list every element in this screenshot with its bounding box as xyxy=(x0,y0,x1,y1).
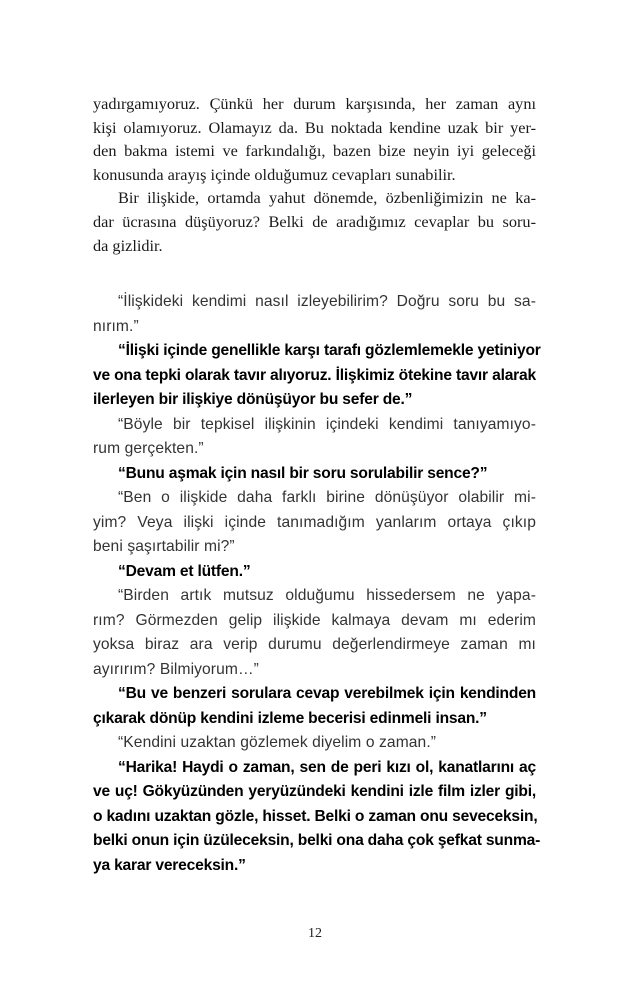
text-line: da gizlidir. xyxy=(93,235,163,255)
dialogue-paragraph xyxy=(93,413,536,462)
text-line: den bakma istemi ve farkındalığı, bazen bize neyin iyi geleceği xyxy=(93,141,536,161)
dialogue-paragraph xyxy=(93,486,536,560)
text-line: o kadını uzaktan gözle, hisset. Belki o zaman onu seveceksin, xyxy=(93,807,538,825)
page-number: 12 xyxy=(308,926,322,941)
text-line: yim? Veya ilişki içinde tanımadığım yanlarım ortaya çıkıp xyxy=(93,513,536,531)
text-line: ya karar vereceksin.” xyxy=(93,856,246,874)
text-line: “İlişkideki kendimi nasıl izleyebilirim? Doğru soru bu sa- xyxy=(118,293,536,311)
dialogue-paragraph-bold xyxy=(93,560,536,585)
dialogue-paragraph xyxy=(93,584,536,682)
text-line: “Ben o ilişkide daha farklı birine dönüşüyor olabilir mi- xyxy=(118,489,536,507)
text-line: “Bu ve benzeri sorulara cevap verebilmek için kendinden xyxy=(118,685,536,703)
text-line: ayırırım? Bilmiyorum…” xyxy=(93,660,259,678)
text-line: beni şaşırtabilir mi?” xyxy=(93,538,235,556)
dialogue-paragraph-bold xyxy=(93,756,541,879)
body-paragraph xyxy=(93,186,536,257)
body-paragraph xyxy=(93,92,536,186)
text-line: rum gerçekten.” xyxy=(93,440,204,458)
text-line: çıkarak dönüp kendini izleme becerisi edinmeli insan.” xyxy=(93,709,487,727)
dialogue-paragraph-bold xyxy=(93,339,541,413)
dialogue-paragraph-bold xyxy=(93,462,536,487)
text-line: kişi olamıyoruz. Olamayız da. Bu noktada kendine uzak bir yer- xyxy=(93,117,536,137)
text-line: “Bunu aşmak için nasıl bir soru sorulabilir sence?” xyxy=(118,464,488,482)
text-line: yadırgamıyoruz. Çünkü her durum karşısında, her zaman aynı xyxy=(93,94,536,113)
text-line: dar ücrasına düşüyoruz? Belki de aradığımız cevaplar bu soru- xyxy=(93,211,536,231)
book-page-text xyxy=(93,92,541,878)
text-line: Bir ilişkide, ortamda yahut dönemde, özbenliğimizin ne ka- xyxy=(118,188,536,208)
text-line: ve uç! Gökyüzünden yeryüzündeki kendini izle film izler gibi, xyxy=(93,783,536,801)
text-line: belki onun için üzüleceksin, belki ona daha çok şefkat sunma- xyxy=(93,832,541,850)
dialogue-paragraph xyxy=(93,290,536,339)
section-break xyxy=(93,257,536,290)
text-line: konusunda arayış içinde olduğumuz cevapları sunabilir. xyxy=(93,164,456,184)
text-line: yoksa biraz ara verip durumu değerlendirmeye zaman mı xyxy=(93,636,536,654)
dialogue-paragraph-bold xyxy=(93,682,536,731)
text-line: rım? Görmezden gelip ilişkide kalmaya devam mı ederim xyxy=(93,611,536,629)
text-line: “Birden artık mutsuz olduğumu hissedersem ne yapa- xyxy=(118,587,536,605)
text-line: ilerleyen bir ilişkiye dönüşüyor bu sefer de.” xyxy=(93,391,413,409)
text-line: “İlişki içinde genellikle karşı tarafı gözlemlemekle yetiniyor xyxy=(118,342,541,360)
text-line: “Harika! Haydi o zaman, sen de peri kızı ol, kanatlarını aç xyxy=(118,758,536,776)
text-line: nırım.” xyxy=(93,317,139,335)
text-line: “Devam et lütfen.” xyxy=(118,562,251,580)
dialogue-paragraph xyxy=(93,731,536,756)
text-line: “Kendini uzaktan gözlemek diyelim o zaman.” xyxy=(118,734,437,752)
text-line: ve ona tepki olarak tavır alıyoruz. İlişkimiz ötekine tavır alarak xyxy=(93,366,536,384)
text-line: “Böyle bir tepkisel ilişkinin içindeki kendimi tanıyamıyo- xyxy=(118,415,536,433)
